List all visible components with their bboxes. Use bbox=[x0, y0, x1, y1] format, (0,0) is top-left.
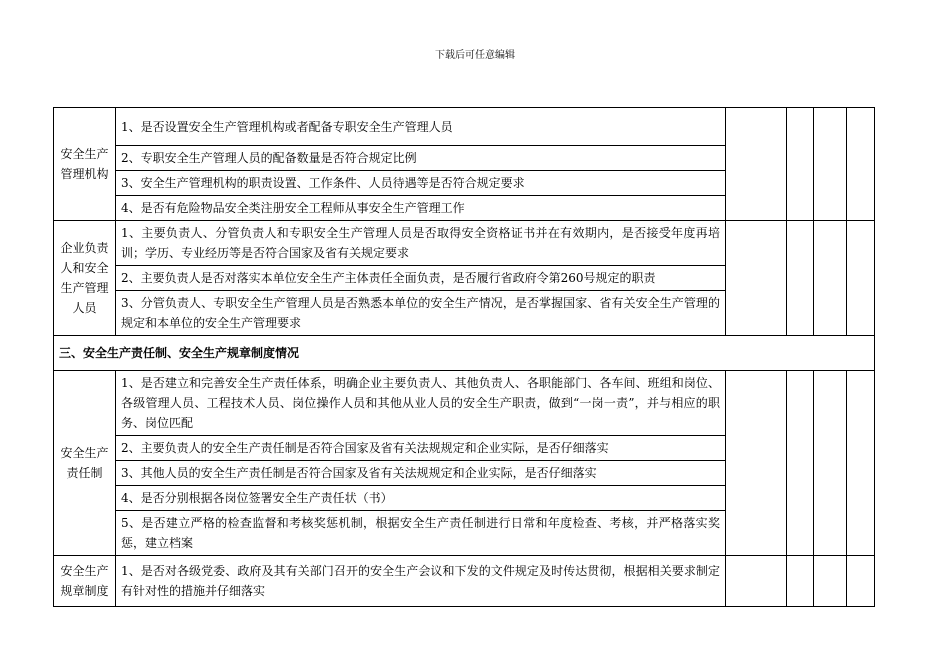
blank-cell bbox=[787, 371, 814, 556]
section-heading: 三、安全生产责任制、安全生产规章制度情况 bbox=[54, 336, 875, 371]
category-cell: 安全生产规章制度 bbox=[54, 556, 116, 607]
check-item: 2、主要负责人是否对落实本单位安全生产主体责任全面负责，是否履行省政府令第260号规定的职责 bbox=[116, 266, 726, 291]
category-cell: 安全生产责任制 bbox=[54, 371, 116, 556]
check-item: 4、是否有危险物品安全类注册安全工程师从事安全生产管理工作 bbox=[116, 196, 726, 221]
check-item: 3、分管负责人、专职安全生产管理人员是否熟悉本单位的安全生产情况，是否掌握国家、省有关安全生产管理的规定和本单位的安全生产管理要求 bbox=[116, 291, 726, 336]
check-item: 5、是否建立严格的检查监督和考核奖惩机制，根据安全生产责任制进行日常和年度检查、考核，并严格落实奖惩，建立档案 bbox=[116, 511, 726, 556]
blank-cell bbox=[787, 221, 814, 336]
check-item: 1、是否设置安全生产管理机构或者配备专职安全生产管理人员 bbox=[116, 108, 726, 146]
blank-cell bbox=[847, 108, 875, 221]
category-cell: 安全生产管理机构 bbox=[54, 108, 116, 221]
blank-cell bbox=[787, 556, 814, 607]
check-item: 1、是否对各级党委、政府及其有关部门召开的安全生产会议和下发的文件规定及时传达贯彻，根据相关要求制定有针对性的措施并仔细落实 bbox=[116, 556, 726, 607]
check-item: 2、专职安全生产管理人员的配备数量是否符合规定比例 bbox=[116, 146, 726, 171]
table-row bbox=[54, 336, 875, 371]
header-note: 下载后可任意编辑 bbox=[435, 50, 515, 61]
blank-cell bbox=[726, 371, 787, 556]
blank-cell bbox=[847, 556, 875, 607]
blank-cell bbox=[726, 108, 787, 221]
blank-cell bbox=[814, 371, 847, 556]
check-item: 3、安全生产管理机构的职责设置、工作条件、人员待遇等是否符合规定要求 bbox=[116, 171, 726, 196]
inspection-table bbox=[53, 107, 875, 607]
blank-cell bbox=[847, 221, 875, 336]
check-item: 1、主要负责人、分管负责人和专职安全生产管理人员是否取得安全资格证书并在有效期内，是否接受年度再培训；学历、专业经历等是否符合国家及省有关规定要求 bbox=[116, 221, 726, 266]
blank-cell bbox=[814, 556, 847, 607]
blank-cell bbox=[726, 556, 787, 607]
check-item: 4、是否分别根据各岗位签署安全生产责任状（书） bbox=[116, 486, 726, 511]
table-row bbox=[54, 371, 875, 436]
table-row bbox=[54, 556, 875, 607]
table-row bbox=[54, 108, 875, 146]
table-row bbox=[54, 221, 875, 266]
blank-cell bbox=[726, 221, 787, 336]
blank-cell bbox=[814, 108, 847, 221]
check-item: 2、主要负责人的安全生产责任制是否符合国家及省有关法规规定和企业实际，是否仔细落实 bbox=[116, 436, 726, 461]
blank-cell bbox=[814, 221, 847, 336]
category-cell: 企业负责人和安全生产管理人员 bbox=[54, 221, 116, 336]
blank-cell bbox=[847, 371, 875, 556]
check-item: 3、其他人员的安全生产责任制是否符合国家及省有关法规规定和企业实际，是否仔细落实 bbox=[116, 461, 726, 486]
blank-cell bbox=[787, 108, 814, 221]
check-item: 1、是否建立和完善安全生产责任体系，明确企业主要负责人、其他负责人、各职能部门、各车间、班组和岗位、各级管理人员、工程技术人员、岗位操作人员和其他从业人员的安全生产职责，做到“一岗一责”，并与相应的职务、岗位匹配 bbox=[116, 371, 726, 436]
